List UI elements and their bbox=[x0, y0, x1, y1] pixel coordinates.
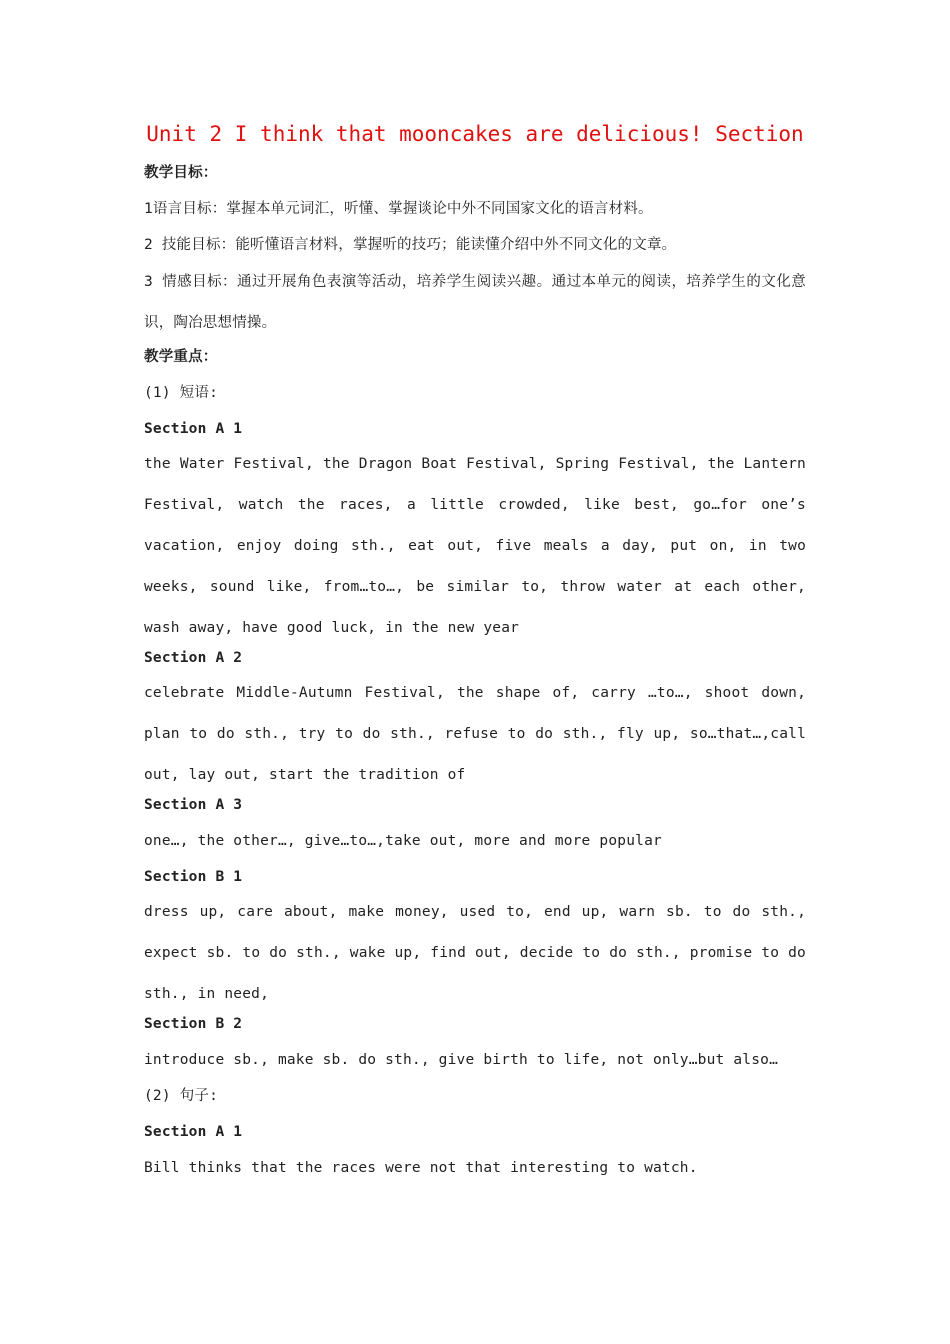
section-phrases: the Water Festival, the Dragon Boat Festival, Spring Festival, the Lantern Festival, watch the races, a little crowded, like best, go…for one’s vacation, enjoy doing sth., eat out, five meals a day, put on, in two weeks, sound like, from…to…, be similar to, throw water at each other, wash away, have good luck, in the new year bbox=[144, 456, 806, 636]
goals-heading: 教学目标： bbox=[144, 165, 218, 181]
section-phrases: introduce sb., make sb. do sth., give birth to life, not only…but also… bbox=[144, 1052, 779, 1068]
goal-item-language: 1语言目标：掌握本单元词汇，听懂、掌握谈论中外不同国家文化的语言材料。 bbox=[144, 201, 653, 217]
goal-item-emotion: 3 情感目标：通过开展角色表演等活动，培养学生阅读兴趣。通过本单元的阅读，培养学生的文化意识，陶冶思想情操。 bbox=[144, 274, 806, 331]
section-label: Section B 2 bbox=[144, 1016, 243, 1032]
section-label: Section A 1 bbox=[144, 1124, 243, 1140]
section-label: Section A 1 bbox=[144, 421, 243, 437]
keypoints-heading: 教学重点： bbox=[144, 349, 218, 365]
section-phrases: celebrate Middle-Autumn Festival, the shape of, carry …to…, shoot down, plan to do sth., try to do sth., refuse to do sth., fly up, so…that…,call out, lay out, start the tradition of bbox=[144, 685, 806, 783]
section-label: Section A 3 bbox=[144, 797, 243, 813]
sentences-label: (2) 句子: bbox=[144, 1088, 219, 1104]
phrases-label: (1) 短语: bbox=[144, 385, 219, 401]
document-body bbox=[144, 160, 806, 1191]
section-sentence: Bill thinks that the races were not that interesting to watch. bbox=[144, 1160, 698, 1176]
section-label: Section A 2 bbox=[144, 650, 243, 666]
goal-item-skill: 2 技能目标：能听懂语言材料，掌握听的技巧；能读懂介绍中外不同文化的文章。 bbox=[144, 237, 677, 253]
section-label: Section B 1 bbox=[144, 869, 243, 885]
section-phrases: one…, the other…, give…to…,take out, more and more popular bbox=[144, 833, 662, 849]
section-phrases: dress up, care about, make money, used to, end up, warn sb. to do sth., expect sb. to do sth., wake up, find out, decide to do sth., promise to do sth., in need, bbox=[144, 904, 806, 1002]
document-title: Unit 2 I think that mooncakes are delicious! Section bbox=[146, 122, 804, 146]
